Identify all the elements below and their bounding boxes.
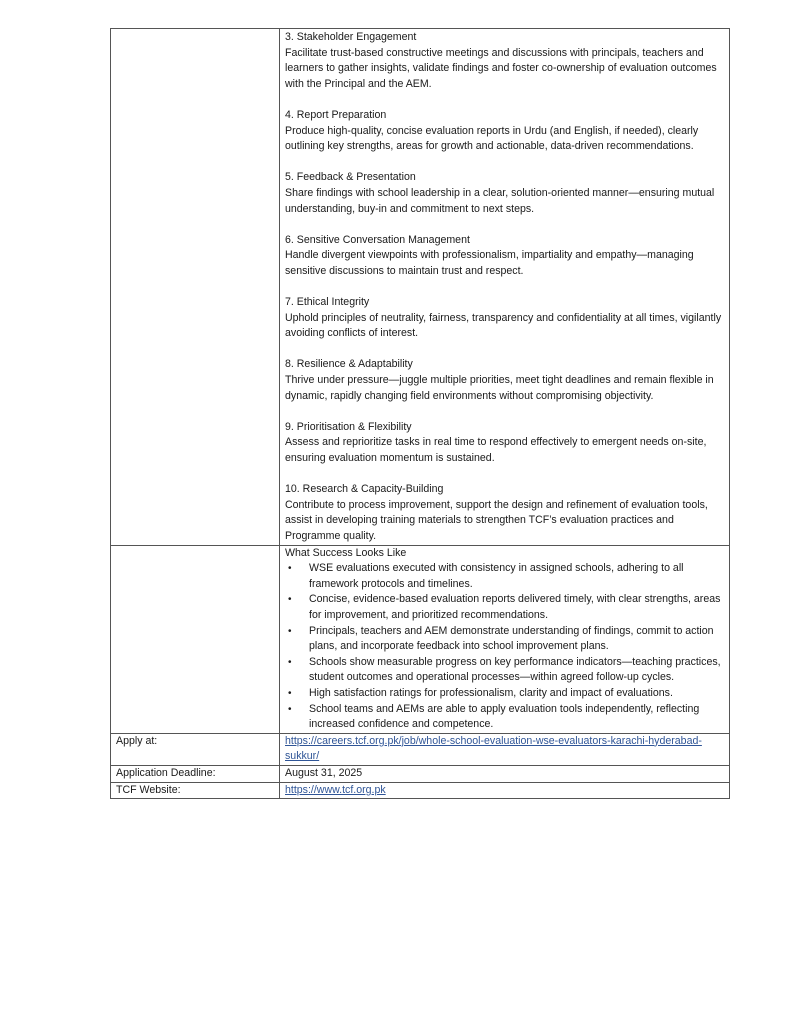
website-label-cell bbox=[111, 782, 280, 799]
apply-label-cell bbox=[111, 733, 280, 765]
competency-description: Produce high-quality, concise evaluation reports in Urdu (and English, if needed), clearly outlining key strengths, areas for growth and actionable, data-driven recommendations. bbox=[285, 124, 699, 153]
apply-label: Apply at: bbox=[116, 734, 158, 747]
website-row bbox=[111, 782, 730, 799]
competency-description: Handle divergent viewpoints with professionalism, impartiality and empathy—managing sensitive discussions to maintain trust and respect. bbox=[285, 249, 694, 277]
competency-section bbox=[285, 420, 724, 467]
competency-section bbox=[285, 357, 724, 404]
success-row bbox=[111, 545, 730, 733]
competency-title: 8. Resilience & Adaptability bbox=[285, 358, 413, 371]
competencies-cell bbox=[280, 29, 730, 546]
competency-title: 3. Stakeholder Engagement bbox=[285, 31, 417, 43]
bullet-icon: • bbox=[288, 656, 292, 668]
bullet-icon: • bbox=[288, 703, 292, 715]
competency-section bbox=[285, 295, 724, 342]
apply-link[interactable]: https://careers.tcf.org.pk/job/whole-school-evaluation-wse-evaluators-karachi-hyderabad-sukkur/ bbox=[285, 734, 702, 763]
competency-title: 9. Prioritisation & Flexibility bbox=[285, 420, 412, 433]
empty-label-cell bbox=[111, 29, 280, 546]
success-item-text: Principals, teachers and AEM demonstrate understanding of findings, commit to action plans, and incorporate feedback into school improvement plans. bbox=[309, 624, 714, 653]
success-list bbox=[285, 561, 724, 733]
competency-description: Share findings with school leadership in a clear, solution-oriented manner—ensuring mutual understanding, buy-in and commitment to next steps. bbox=[285, 186, 715, 215]
success-item-text: WSE evaluations executed with consistency in assigned schools, adhering to all framework protocols and timelines. bbox=[309, 562, 684, 590]
competency-description: Thrive under pressure—juggle multiple priorities, meet tight deadlines and remain flexible in dynamic, rapidly changing field environments without compromising objectivity. bbox=[285, 374, 714, 402]
success-cell bbox=[280, 545, 730, 733]
success-item bbox=[285, 702, 724, 733]
competencies-row bbox=[111, 29, 730, 546]
success-item-text: High satisfaction ratings for professionalism, clarity and impact of evaluations. bbox=[309, 686, 673, 699]
success-item bbox=[285, 592, 724, 623]
success-item bbox=[285, 561, 724, 592]
deadline-value: August 31, 2025 bbox=[285, 766, 363, 779]
success-item bbox=[285, 624, 724, 655]
competency-section bbox=[285, 30, 724, 92]
success-item-text: Concise, evidence-based evaluation reports delivered timely, with clear strengths, areas for improvement, and prioritized recommendations. bbox=[309, 593, 721, 621]
success-item-text: School teams and AEMs are able to apply evaluation tools independently, reflecting increased confidence and competence. bbox=[309, 702, 700, 731]
competency-title: 7. Ethical Integrity bbox=[285, 296, 370, 309]
competency-description: Assess and reprioritize tasks in real time to respond effectively to emergent needs on-site, ensuring evaluation momentum is sustained. bbox=[285, 436, 707, 465]
bullet-icon: • bbox=[288, 687, 292, 699]
website-value-cell bbox=[280, 782, 730, 799]
competency-section bbox=[285, 233, 724, 280]
deadline-row bbox=[111, 765, 730, 782]
job-details-table bbox=[110, 28, 730, 799]
bullet-icon: • bbox=[288, 625, 292, 637]
deadline-label: Application Deadline: bbox=[116, 766, 216, 779]
empty-label-cell bbox=[111, 545, 280, 733]
success-heading: What Success Looks Like bbox=[285, 546, 407, 559]
competency-title: 4. Report Preparation bbox=[285, 108, 387, 121]
deadline-value-cell bbox=[280, 765, 730, 782]
apply-value-cell bbox=[280, 733, 730, 765]
competency-title: 10. Research & Capacity-Building bbox=[285, 483, 444, 496]
competency-section bbox=[285, 482, 724, 544]
competency-section bbox=[285, 170, 724, 217]
competency-description: Uphold principles of neutrality, fairness, transparency and confidentiality at all times, vigilantly avoiding conflicts of interest. bbox=[285, 311, 722, 340]
competency-section bbox=[285, 108, 724, 155]
competency-description: Facilitate trust-based constructive meetings and discussions with principals, teachers and learners to gather insights, validate findings and foster co-ownership of evaluation outcomes with the Principal and the AEM. bbox=[285, 46, 717, 90]
competency-title: 5. Feedback & Presentation bbox=[285, 171, 416, 184]
website-label: TCF Website: bbox=[116, 783, 181, 796]
success-item bbox=[285, 686, 724, 702]
bullet-icon: • bbox=[288, 594, 292, 606]
apply-row bbox=[111, 733, 730, 765]
competency-description: Contribute to process improvement, support the design and refinement of evaluation tools, assist in developing training materials to strengthen TCF’s evaluation practices and Programme quality. bbox=[285, 498, 708, 542]
website-link[interactable]: https://www.tcf.org.pk bbox=[285, 783, 386, 796]
bullet-icon: • bbox=[288, 563, 292, 575]
success-item-text: Schools show measurable progress on key performance indicators—teaching practices, student outcomes and operational processes—within agreed follow-up cycles. bbox=[309, 655, 721, 684]
deadline-label-cell bbox=[111, 765, 280, 782]
success-item bbox=[285, 655, 724, 686]
competency-title: 6. Sensitive Conversation Management bbox=[285, 233, 470, 246]
